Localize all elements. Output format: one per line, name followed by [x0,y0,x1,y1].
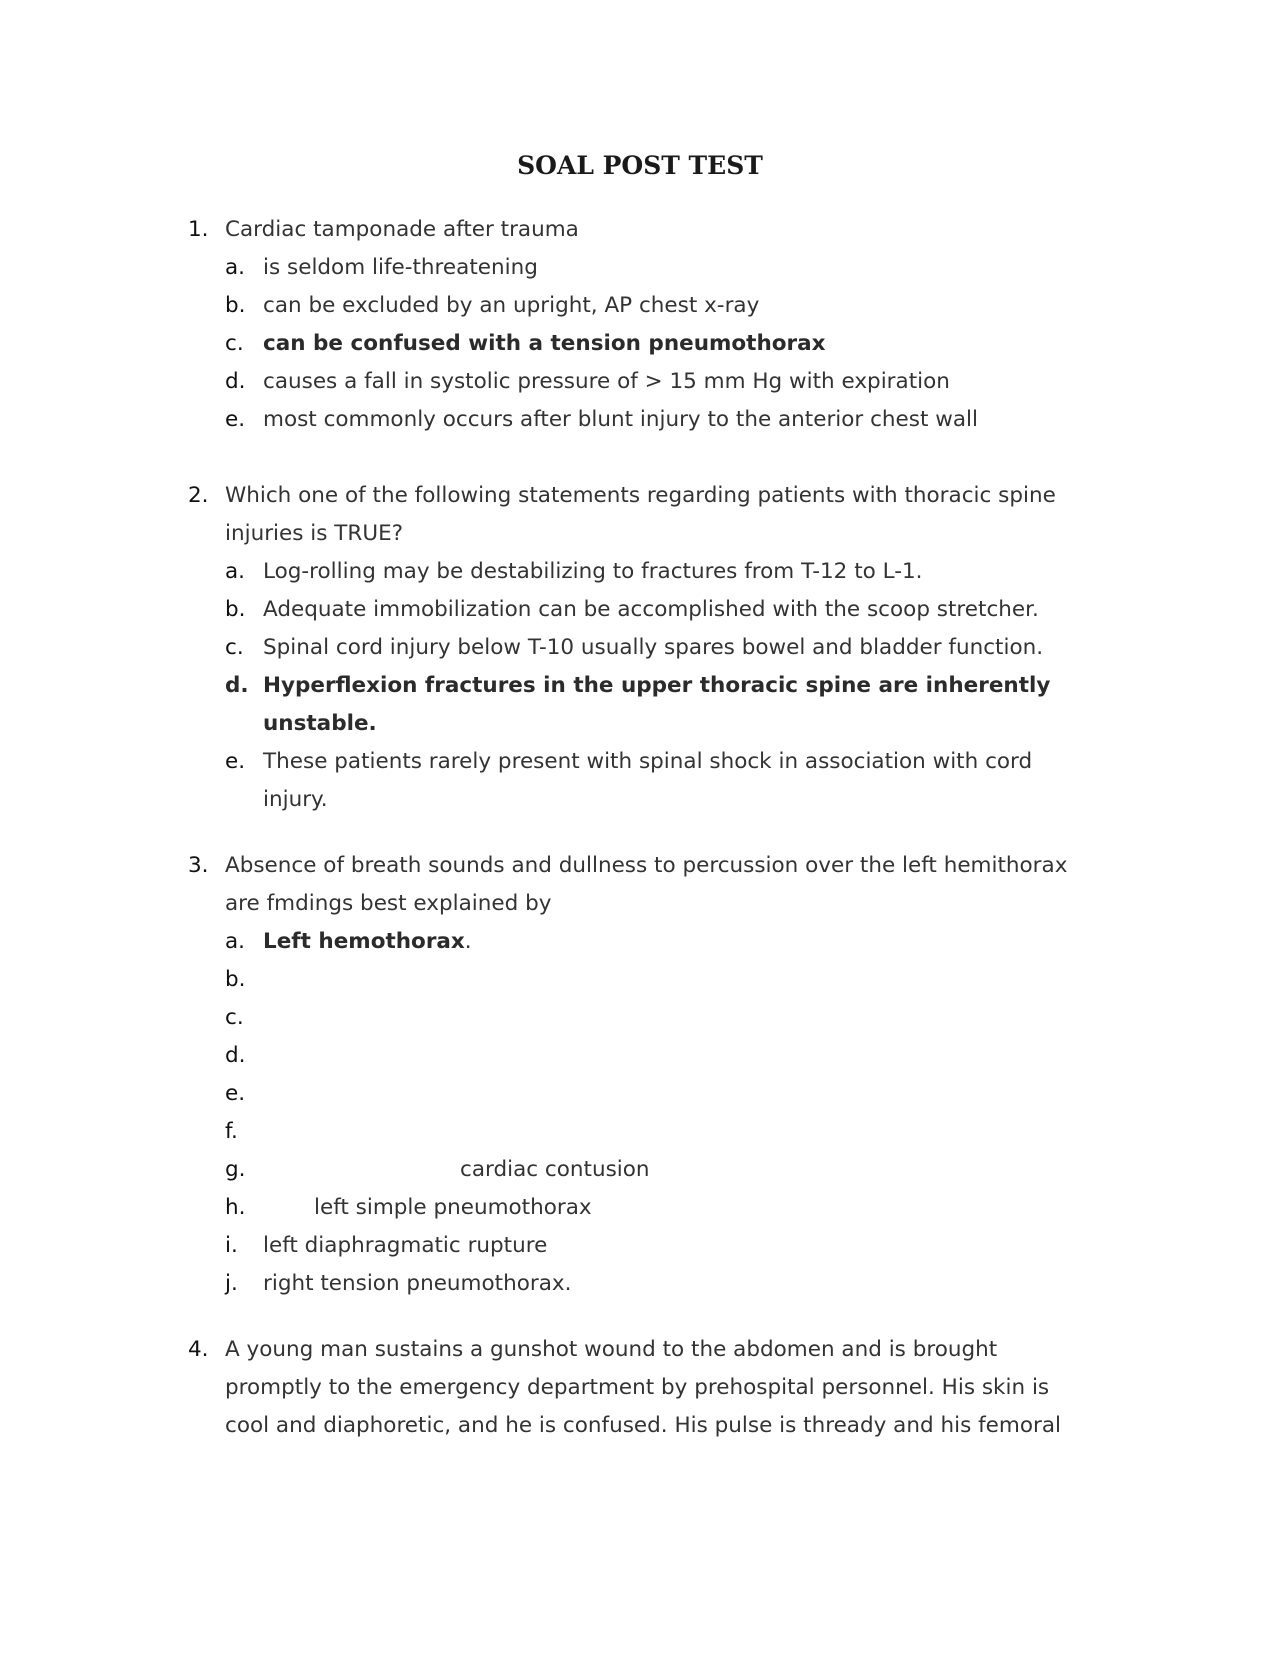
question-text: Cardiac tamponade after trauma [225,217,579,242]
option-letter: j. [225,1271,238,1296]
option-letter: e. [225,749,246,774]
option-text [263,928,472,956]
option-letter: d. [225,673,249,698]
option-letter: g. [225,1157,246,1182]
option-text-correct: unstable. [263,711,377,736]
option-letter: b. [225,597,246,622]
option-letter: f. [225,1119,238,1144]
question-text: promptly to the emergency department by prehospital personnel. His skin is [225,1375,1050,1400]
option-letter: e. [225,1081,246,1106]
option-text-correct: Left hemothorax [263,929,465,954]
option-text-punctuation: . [464,929,472,954]
option-text: Spinal cord injury below T-10 usually spares bowel and bladder function. [263,635,1044,660]
question-number: 2. [188,483,209,508]
option-text: Log-rolling may be destabilizing to fractures from T-12 to L-1. [263,559,923,584]
question-number: 4. [188,1337,209,1362]
question-text: Which one of the following statements regarding patients with thoracic spine [225,483,1056,508]
option-text: causes a fall in systolic pressure of > 15 mm Hg with expiration [263,369,950,394]
question-text: injuries is TRUE? [225,521,404,546]
option-letter: b. [225,967,246,992]
option-letter: c. [225,331,244,356]
option-text: right tension pneumothorax. [263,1271,572,1296]
option-letter: b. [225,293,246,318]
option-letter: h. [225,1195,246,1220]
option-text-correct: can be confused with a tension pneumothorax [263,331,826,356]
question-text: A young man sustains a gunshot wound to the abdomen and is brought [225,1337,998,1362]
page-title: SOAL POST TEST [517,151,763,180]
option-text: cardiac contusion [460,1157,650,1182]
option-letter: a. [225,559,246,584]
option-letter: i. [225,1233,238,1258]
option-letter: d. [225,369,246,394]
question-number: 3. [188,853,209,878]
option-letter: e. [225,407,246,432]
option-text: These patients rarely present with spinal shock in association with cord [263,749,1033,774]
question-text: are fmdings best explained by [225,891,552,916]
option-text: most commonly occurs after blunt injury to the anterior chest wall [263,407,978,432]
option-letter: c. [225,1005,244,1030]
option-text: injury. [263,787,328,812]
option-letter: c. [225,635,244,660]
option-letter: d. [225,1043,246,1068]
option-text: left simple pneumothorax [314,1195,592,1220]
option-text: Adequate immobilization can be accomplished with the scoop stretcher. [263,597,1039,622]
question-text: Absence of breath sounds and dullness to percussion over the left hemithorax [225,853,1068,878]
question-text: cool and diaphoretic, and he is confused. His pulse is thready and his femoral [225,1413,1061,1438]
question-number: 1. [188,217,209,242]
option-text: is seldom life-threatening [263,255,538,280]
option-letter: a. [225,929,246,954]
option-letter: a. [225,255,246,280]
option-text: left diaphragmatic rupture [263,1233,548,1258]
option-text: can be excluded by an upright, AP chest x-ray [263,293,760,318]
option-text-correct: Hyperflexion fractures in the upper thoracic spine are inherently [263,673,1051,698]
